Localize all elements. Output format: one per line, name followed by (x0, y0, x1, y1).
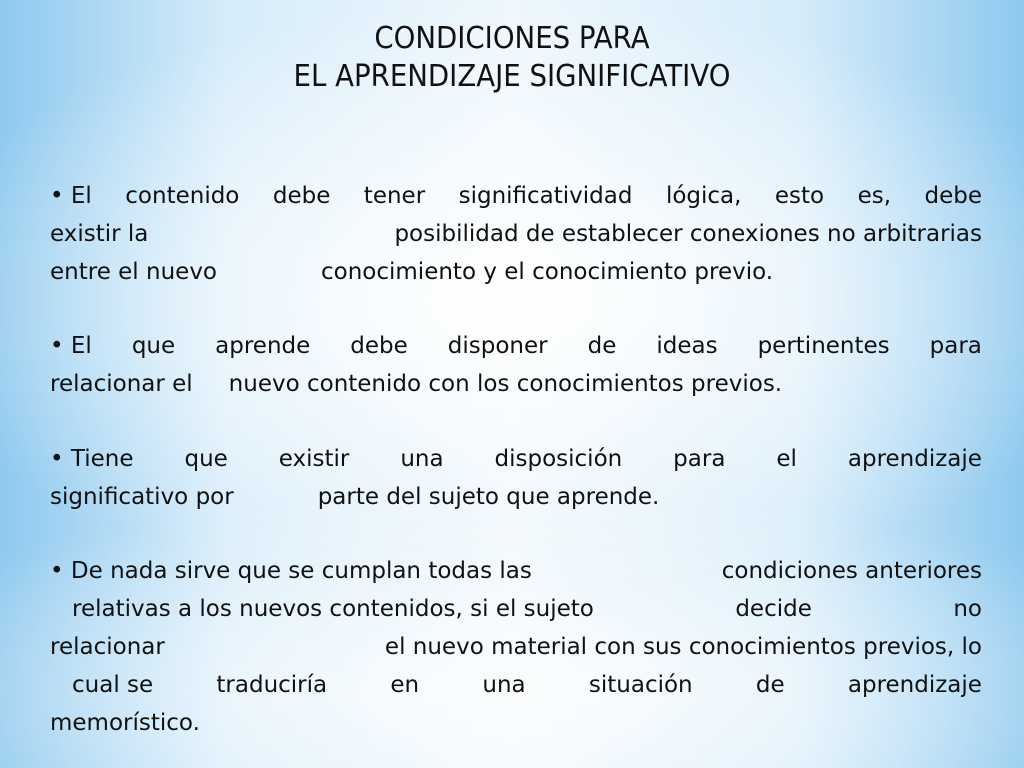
text-segment: el nuevo material con sus conocimientos previos, lo (384, 634, 982, 660)
bullet-item (50, 177, 982, 291)
word: aprende (215, 333, 311, 359)
word: que (184, 446, 228, 472)
text-segment: nuevo contenido con los conocimientos previos. (228, 371, 783, 397)
title-line-1: CONDICIONES PARA (374, 21, 650, 56)
word: disposición (494, 446, 623, 472)
text-segment: De nada sirve que se cumplan todas las (70, 558, 532, 584)
word: debe (272, 183, 331, 209)
word: para (929, 333, 982, 359)
text-line (50, 666, 982, 704)
text-segment: condiciones anteriores (721, 558, 982, 584)
word: es, (857, 183, 892, 209)
title-line-2: EL APRENDIZAJE SIGNIFICATIVO (293, 59, 731, 94)
word: no (953, 596, 982, 622)
word: disponer (447, 333, 548, 359)
bullet-dot: • (50, 446, 64, 472)
word: que (131, 333, 176, 359)
text-segment: memorístico. (50, 710, 200, 736)
text-segment: relacionar el (50, 371, 193, 397)
word: ideas (656, 333, 718, 359)
bullet-item (50, 440, 982, 516)
word: significatividad (458, 183, 633, 209)
text-line (50, 552, 982, 590)
word: Tiene (70, 446, 134, 472)
word: en (390, 672, 420, 698)
text-segment: entre el nuevo (50, 259, 217, 285)
word: debe (924, 183, 982, 209)
text-line (50, 365, 982, 403)
bullet-dot: • (50, 183, 64, 209)
word: El (70, 183, 92, 209)
bullet-item (50, 552, 982, 742)
text-line (50, 704, 982, 742)
bullet-dot: • (50, 558, 64, 584)
text-line (50, 590, 982, 628)
text-line (50, 177, 982, 215)
text-line (50, 628, 982, 666)
word: para (673, 446, 726, 472)
word: el (776, 446, 797, 472)
text-line (50, 215, 982, 253)
bullet-marker (50, 177, 92, 215)
text-segment: significativo por (50, 484, 234, 510)
word: una (400, 446, 444, 472)
text-segment: posibilidad de establecer conexiones no arbitrarias (394, 221, 982, 247)
bullet-dot: • (50, 333, 64, 359)
bullet-item (50, 327, 982, 403)
word: lógica, (665, 183, 742, 209)
text-line (50, 440, 982, 478)
word: tener (363, 183, 426, 209)
text-line (50, 478, 982, 516)
word: de (587, 333, 617, 359)
word: contenido (125, 183, 240, 209)
word: una (482, 672, 526, 698)
word: decide (735, 596, 812, 622)
word: situación (588, 672, 693, 698)
word: traduciría (216, 672, 328, 698)
bullet-marker (50, 440, 134, 478)
word: aprendizaje (847, 672, 982, 698)
word: esto (774, 183, 825, 209)
text-line (50, 253, 982, 291)
word: El (70, 333, 92, 359)
word: existir (278, 446, 350, 472)
text-segment: conocimiento y el conocimiento previo. (321, 259, 774, 285)
text-segment: parte del sujeto que aprende. (317, 484, 660, 510)
word: de (755, 672, 785, 698)
text-line (50, 327, 982, 365)
bullet-marker (50, 327, 92, 365)
text-segment: existir la (50, 221, 149, 247)
word: pertinentes (757, 333, 890, 359)
word: debe (350, 333, 408, 359)
word: cual se (72, 672, 154, 698)
bullet-marker (50, 552, 532, 590)
text-segment: relacionar (50, 634, 165, 660)
slide-title (41, 20, 983, 96)
word: aprendizaje (847, 446, 982, 472)
text-segment: relativas a los nuevos contenidos, si el sujeto (72, 596, 594, 622)
